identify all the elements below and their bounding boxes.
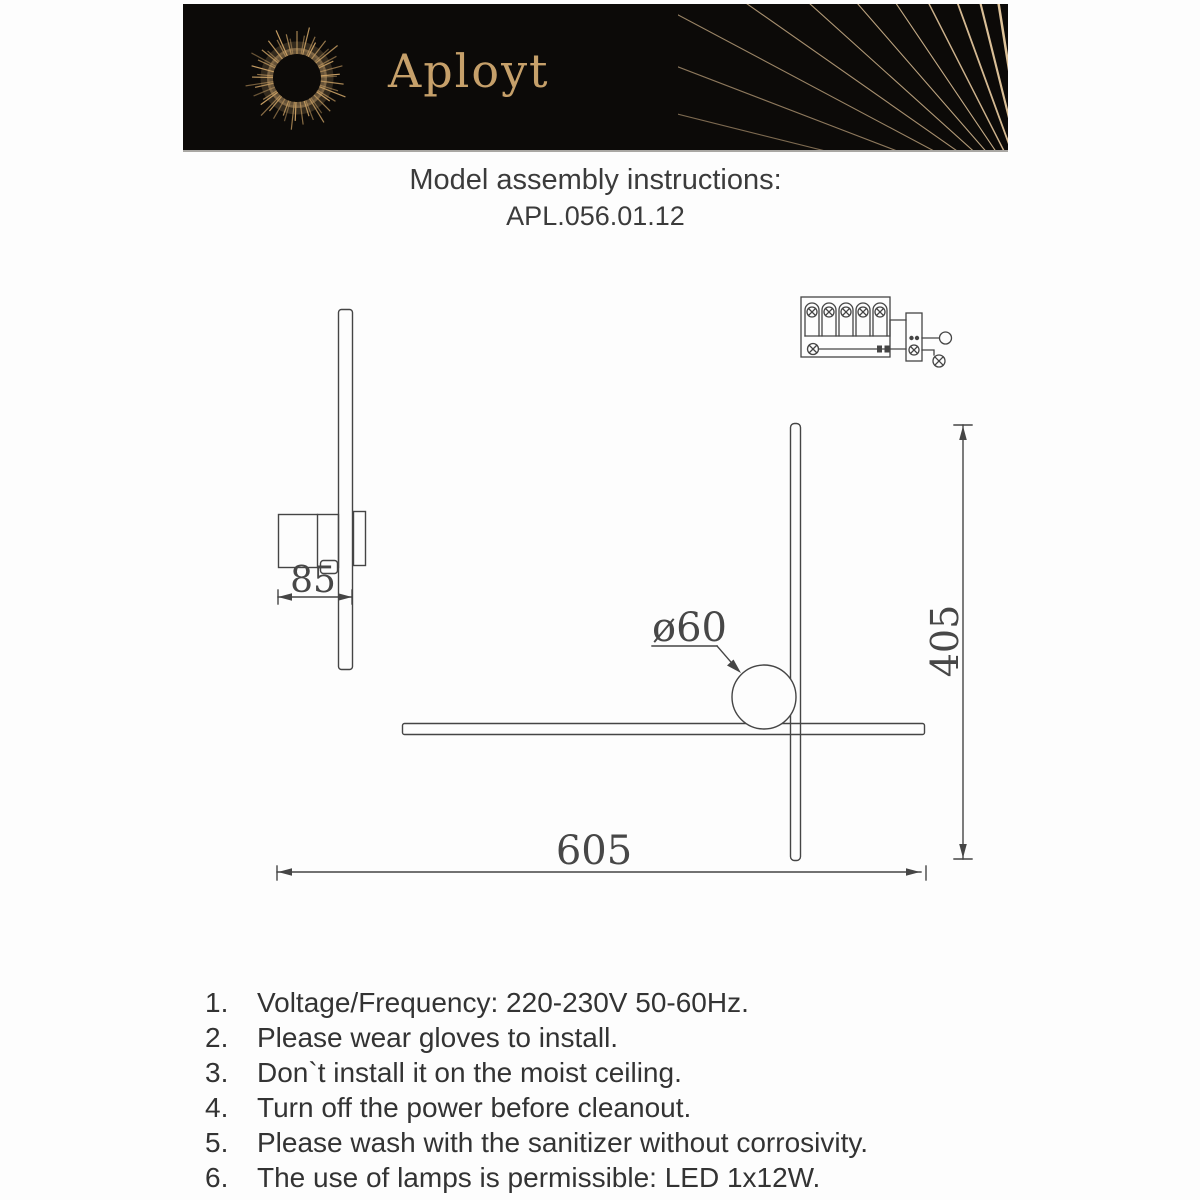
dimension-605: 605 bbox=[555, 828, 633, 874]
item-text: Don`t install it on the moist ceiling. bbox=[257, 1057, 682, 1088]
brand-name: Aployt bbox=[388, 44, 550, 98]
dimension-ball-diameter: ø60 bbox=[652, 605, 727, 651]
item-text: The use of lamps is permissible: LED 1x12W. bbox=[257, 1162, 821, 1193]
item-number: 4. bbox=[205, 1092, 229, 1123]
instruction-item bbox=[205, 1092, 1005, 1127]
dimension-85: 85 bbox=[290, 560, 336, 601]
item-text: Please wash with the sanitizer without corrosivity. bbox=[257, 1127, 869, 1158]
item-text: Please wear gloves to install. bbox=[257, 1022, 619, 1053]
wiring-diagram bbox=[801, 297, 952, 367]
instruction-item bbox=[205, 1162, 1005, 1197]
item-number: 6. bbox=[205, 1162, 229, 1193]
side-view bbox=[278, 310, 366, 670]
item-number: 2. bbox=[205, 1022, 229, 1053]
instruction-item bbox=[205, 987, 1005, 1022]
lamp-symbols bbox=[805, 303, 887, 336]
model-number: APL.056.01.12 bbox=[506, 201, 685, 231]
item-text: Turn off the power before cleanout. bbox=[257, 1092, 692, 1123]
dimension-405: 405 bbox=[923, 604, 967, 678]
instruction-item bbox=[205, 1022, 1005, 1057]
instruction-item bbox=[205, 1057, 1005, 1092]
front-view bbox=[277, 424, 972, 881]
item-text: Voltage/Frequency: 220-230V 50-60Hz. bbox=[257, 987, 749, 1018]
page-title: Model assembly instructions: bbox=[409, 164, 782, 196]
item-number: 1. bbox=[205, 987, 229, 1018]
instruction-item bbox=[205, 1127, 1005, 1162]
item-number: 3. bbox=[205, 1057, 229, 1088]
instruction-list bbox=[205, 987, 1005, 1197]
item-number: 5. bbox=[205, 1127, 229, 1158]
